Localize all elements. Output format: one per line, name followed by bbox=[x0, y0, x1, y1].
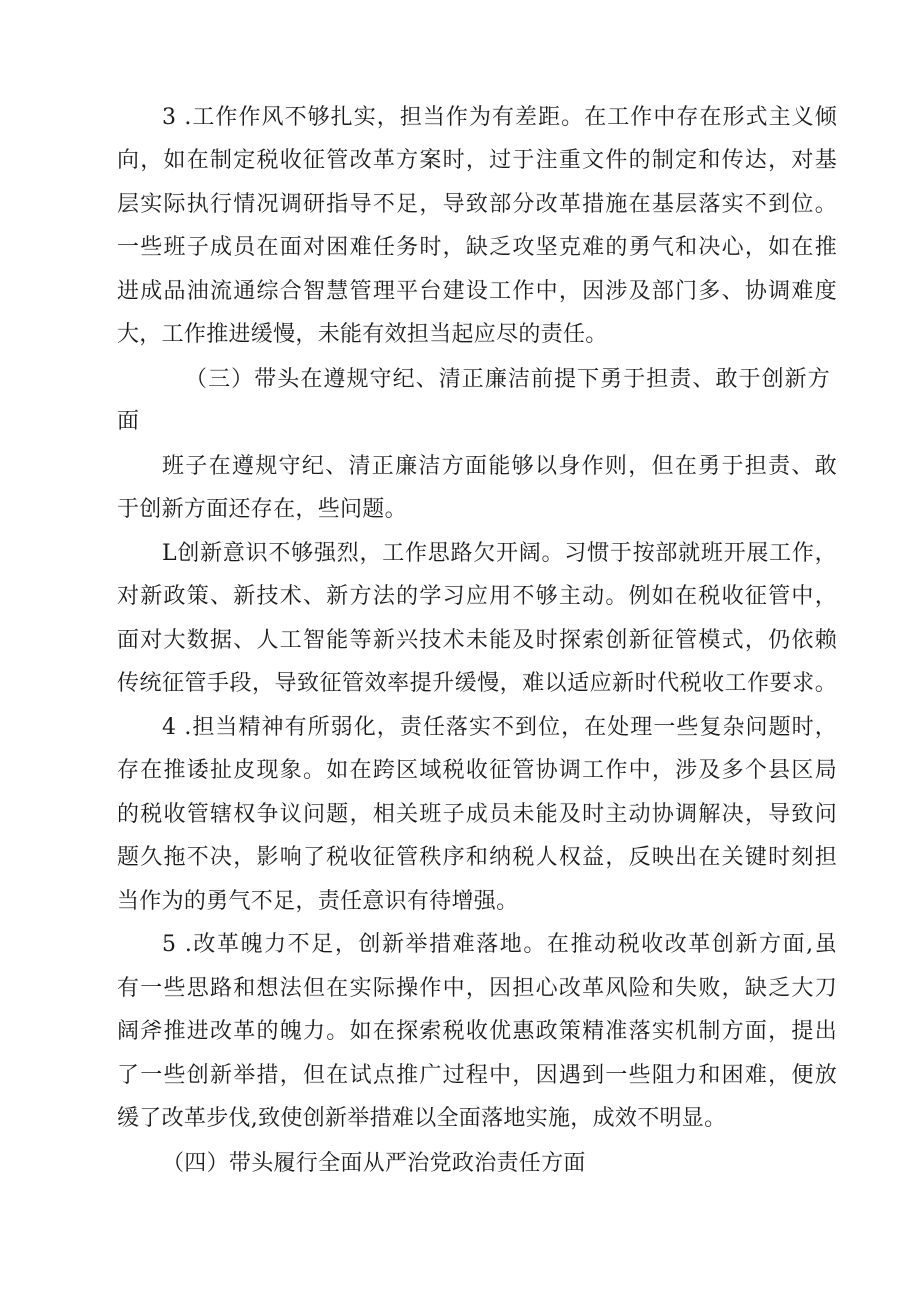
paragraph-2-line-2: 于创新方面还存在，些问题。 bbox=[117, 497, 407, 522]
paragraph-1-line-6: 大，工作推进缓慢，未能有效担当起应尽的责任。 bbox=[117, 322, 608, 347]
paragraph-1-line-1: 3 .工作作风不够扎实，担当作为有差距。在工作中存在形式主义倾 bbox=[162, 105, 837, 130]
paragraph-5-line-5: 缓了改革步伐,致使创新举措难以全面落地实施，成效不明显。 bbox=[117, 1106, 727, 1131]
paragraph-3-line-2: 对新政策、新技术、新方法的学习应用不够主动。例如在税收征管中， bbox=[117, 584, 837, 609]
section-heading-4: （四）带头履行全面从严治党政治责任方面 bbox=[162, 1151, 586, 1176]
paragraph-2-line-1: 班子在遵规守纪、清正廉洁方面能够以身作则，但在勇于担责、敢 bbox=[162, 454, 837, 479]
paragraph-5-line-3: 阔斧推进改革的魄力。如在探索税收优惠政策精准落实机制方面，提出 bbox=[117, 1019, 837, 1044]
paragraph-5-line-4: 了一些创新举措，但在试点推广过程中，因遇到一些阻力和困难，便放 bbox=[117, 1063, 837, 1088]
paragraph-3-line-4: 传统征管手段，导致征管效率提升缓慢，难以适应新时代税收工作要求。 bbox=[117, 671, 837, 696]
paragraph-4-line-3: 的税收管辖权争议问题，相关班子成员未能及时主动协调解决，导致问 bbox=[117, 802, 837, 827]
paragraph-1-line-5: 进成品油流通综合智慧管理平台建设工作中，因涉及部门多、协调难度 bbox=[117, 279, 837, 304]
paragraph-3-line-1: L创新意识不够强烈，工作思路欠开阔。习惯于按部就班开展工作， bbox=[162, 541, 837, 566]
paragraph-1-line-3: 层实际执行情况调研指导不足，导致部分改革措施在基层落实不到位。 bbox=[117, 192, 837, 217]
section-heading-3-line-1: （三）带头在遵规守纪、清正廉洁前提下勇于担责、敢于创新方 bbox=[185, 367, 830, 392]
paragraph-1-line-4: 一些班子成员在面对困难任务时，缺乏攻坚克难的勇气和决心，如在推 bbox=[117, 235, 837, 260]
paragraph-5-line-2: 有一些思路和想法但在实际操作中，因担心改革风险和失败，缺乏大刀 bbox=[117, 976, 837, 1001]
paragraph-1-line-2: 向，如在制定税收征管改革方案时，过于注重文件的制定和传达，对基 bbox=[117, 148, 837, 173]
paragraph-5-line-1: 5 .改革魄力不足，创新举措难落地。在推动税收改革创新方面,虽 bbox=[162, 932, 837, 957]
paragraph-4-line-1: 4 .担当精神有所弱化，责任落实不到位，在处理一些复杂问题时， bbox=[162, 715, 837, 740]
paragraph-3-line-3: 面对大数据、人工智能等新兴技术未能及时探索创新征管模式，仍依赖 bbox=[117, 628, 837, 653]
paragraph-4-line-4: 题久拖不决，影响了税收征管秩序和纳税人权益，反映出在关键时刻担 bbox=[117, 845, 837, 870]
paragraph-4-line-2: 存在推诿扯皮现象。如在跨区域税收征管协调工作中，涉及多个县区局 bbox=[117, 758, 837, 783]
paragraph-4-line-5: 当作为的勇气不足，责任意识有待增强。 bbox=[117, 889, 519, 914]
section-heading-3-line-2: 面 bbox=[117, 409, 140, 434]
